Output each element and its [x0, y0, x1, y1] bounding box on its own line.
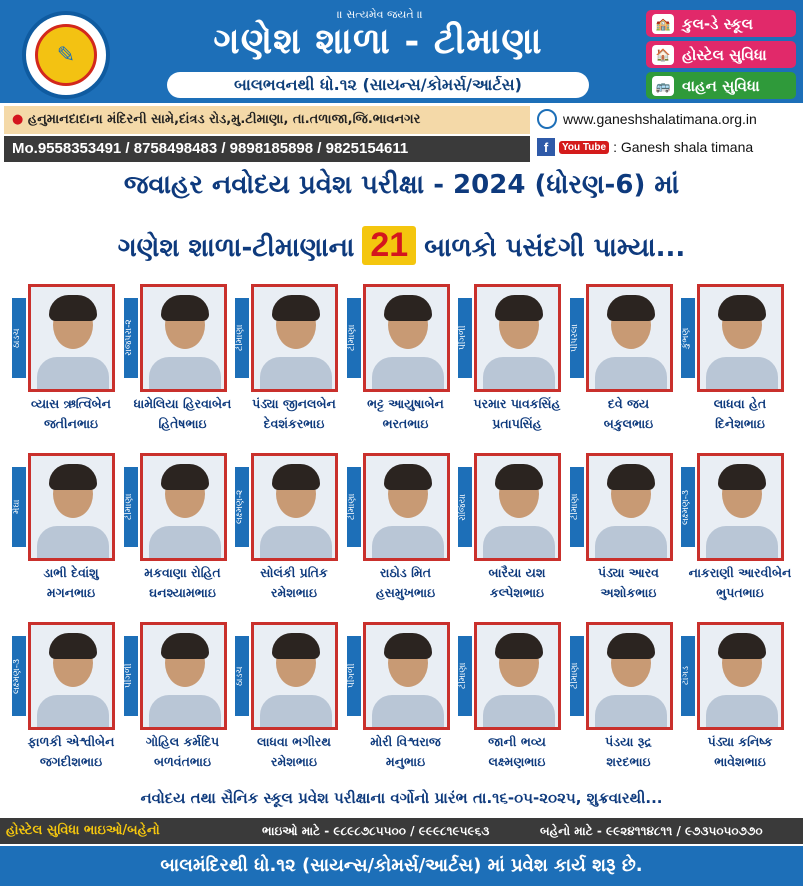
student-name: મોરી વિશ્વરાજ — [370, 734, 441, 749]
girls-contact: બહેનો માટે - ૯૯૨૪૧૧૪૮૧૧ / ૯૭૩૫૦૫૦૭૭૦ — [540, 824, 763, 838]
father-name: હિતેષભાઇ — [158, 416, 207, 431]
student-card — [345, 616, 457, 776]
student-photo — [140, 453, 227, 561]
student-photo — [363, 622, 450, 730]
student-card — [679, 616, 791, 776]
student-card — [679, 447, 791, 607]
student-photo — [140, 622, 227, 730]
student-name: મકવાણા રોહિત — [144, 565, 221, 580]
village-tag: ટાંગડ — [681, 636, 695, 716]
student-card — [679, 278, 791, 438]
student-photo — [474, 622, 561, 730]
student-card — [122, 616, 234, 776]
student-photo — [697, 453, 784, 561]
father-name: મનુભાઇ — [385, 754, 426, 769]
youtube-icon[interactable]: You Tube — [559, 141, 609, 154]
student-card — [10, 278, 122, 438]
village-tag: ટીમાણા — [570, 636, 584, 716]
student-photo — [28, 453, 115, 561]
hostel-label: હોસ્ટેલ સુવિધા ભાઇઓ/બહેનો — [6, 823, 160, 838]
village-tag: ટીમાણા — [124, 467, 138, 547]
admission-footer: બાલમંદિરથી ધો.૧૨ (સાયન્સ/કોમર્સ/આર્ટસ) માં પ્રવેશ કાર્ય શરૂ છે. — [0, 846, 803, 886]
student-name: નાકરાણી આરવીબેન — [688, 565, 792, 580]
student-photo — [251, 284, 338, 392]
student-name: બારૈયા યશ — [488, 565, 546, 580]
class-announcement: નવોદય તથા સૈનિક સ્કૂલ પ્રવેશ પરીક્ષાના વર્ગોનો પ્રારંભ તા.૧૬-૦૫-૨૦૨૫, શુક્રવારથી... — [140, 789, 663, 807]
student-name: ફાળકી એશ્વીબેન — [27, 734, 115, 749]
student-card — [122, 447, 234, 607]
village-tag: ટીમાણા — [458, 636, 472, 716]
student-photo — [28, 622, 115, 730]
father-name: ભરતભાઇ — [382, 416, 429, 431]
student-name: પંડ્યા આરવ — [598, 565, 659, 580]
student-photo — [140, 284, 227, 392]
village-tag: કુંભણ — [681, 298, 695, 378]
student-name: રાઠોડ મિત — [379, 565, 432, 580]
village-tag: ઠાડચ — [12, 298, 26, 378]
student-card — [233, 447, 345, 607]
student-name: ડાભી દેવાંશુ — [43, 565, 99, 580]
village-tag: રાજપરા-૨ — [124, 298, 138, 378]
father-name: કલ્પેશભાઇ — [489, 585, 545, 600]
globe-icon — [537, 109, 557, 129]
student-photo — [363, 284, 450, 392]
student-card — [345, 278, 457, 438]
student-card — [122, 278, 234, 438]
student-card — [456, 447, 568, 607]
school-subtitle: બાલભવનથી ધો.૧૨ (સાયન્સ/કોમર્સ/આર્ટસ) — [167, 72, 589, 98]
student-photo — [251, 453, 338, 561]
headline-line1: જવાહર નવોદય પ્રવેશ પરીક્ષા - 2024 (ધોરણ-6) માં — [123, 170, 680, 200]
website-link[interactable]: www.ganeshshalatimana.org.in — [563, 111, 757, 127]
father-name: પ્રતાપસિંહ — [492, 416, 542, 431]
student-card — [233, 278, 345, 438]
selected-count: 21 — [362, 226, 416, 265]
student-name: પંડ્યા કનિષ્ક — [707, 734, 773, 749]
father-name: ઘનશ્યામભાઇ — [149, 585, 216, 600]
student-card — [568, 278, 680, 438]
village-tag: ટીમાણા — [570, 467, 584, 547]
father-name: જગદીશભાઇ — [39, 754, 103, 769]
student-photo — [251, 622, 338, 730]
village-tag: લક્ષ્મણ-૩ — [681, 467, 695, 547]
motto: ॥ સત્યમેવ જયતે ॥ — [337, 8, 423, 21]
youtube-channel[interactable]: : Ganesh shala timana — [613, 139, 754, 155]
location-pin-icon: ● — [12, 112, 28, 127]
mobile-numbers: Mo.9558353491 / 8758498483 / 9898185898 / 9825154611 — [4, 136, 530, 162]
student-name: પંડ્યા જીનલબેન — [252, 396, 336, 411]
day-school-badge: 🏫 કુલ-ડે સ્કૂલ — [646, 10, 796, 37]
facebook-icon[interactable]: f — [537, 138, 555, 156]
father-name: અશોકભાઇ — [600, 585, 657, 600]
student-name: લાધવા ભગીરથ — [257, 734, 331, 749]
village-tag: ટીમાણા — [347, 467, 361, 547]
student-photo — [28, 284, 115, 392]
village-tag: ઠાડચ — [235, 636, 249, 716]
hostel-badge: 🏠 હોસ્ટેલ સુવિધા — [646, 41, 796, 68]
village-tag: મેઘા — [12, 467, 26, 547]
father-name: બકુલભાઇ — [603, 416, 654, 431]
student-card — [568, 616, 680, 776]
student-card — [10, 447, 122, 607]
father-name: શરદભાઇ — [606, 754, 651, 769]
student-photo — [474, 453, 561, 561]
village-tag: પીંગળી — [347, 636, 361, 716]
father-name: દિનેશભાઇ — [715, 416, 765, 431]
student-name: પરમાર પાવકસિંહ — [473, 396, 561, 411]
student-name: જાની ભવ્ય — [488, 734, 546, 749]
student-name: ધામેલિયા હિરવાબેન — [133, 396, 232, 411]
student-card — [233, 616, 345, 776]
student-name: વ્યાસ ઋત્વિબેન — [31, 396, 111, 411]
father-name: મગનભાઇ — [46, 585, 96, 600]
student-card — [456, 616, 568, 776]
student-photo — [586, 622, 673, 730]
village-tag: રોજિયા — [458, 467, 472, 547]
student-photo — [697, 622, 784, 730]
transport-badge: 🚌 વાહન સુવિધા — [646, 72, 796, 99]
student-name: ગોહિલ કર્મદિપ — [145, 734, 220, 749]
student-name: લાધવા હેત — [713, 396, 767, 411]
social-line — [537, 134, 799, 160]
village-tag: પીપરલા — [570, 298, 584, 378]
village-tag: લક્ષ્મણ-૩ — [12, 636, 26, 716]
school-name: ગણેશ શાળા - ટીમાણા — [213, 20, 543, 62]
father-name: હસમુખભાઇ — [375, 585, 436, 600]
father-name: ભુપતભાઇ — [716, 585, 764, 600]
student-photo — [363, 453, 450, 561]
building-icon: 🏠 — [652, 45, 674, 65]
village-tag: પીંગળી — [458, 298, 472, 378]
student-card — [456, 278, 568, 438]
village-tag: ટીમાણા — [235, 298, 249, 378]
logo-emblem-icon: ✎ — [35, 24, 97, 86]
student-name: પંડયા રૂદ્ર — [605, 734, 652, 749]
boys-contact: ભાઇઓ માટે - ૯૮૯૮૭૮૫૫૦૦ / ૯૯૯૮૧૯૫૯૬૩ — [262, 824, 490, 838]
student-name: સોલંકી પ્રતિક — [260, 565, 328, 580]
student-name: દવે જય — [607, 396, 650, 411]
father-name: લક્ષ્મણભાઇ — [488, 754, 546, 769]
student-card — [10, 616, 122, 776]
address-bar: ● હનુમાનદાદાના મંદિરની સામે,દાંત્રડ રોડ,મુ.ટીમાણા, તા.તળાજા,જિ.ભાવનગર — [4, 106, 530, 134]
father-name: બળવંતભાઇ — [154, 754, 211, 769]
student-photo — [586, 284, 673, 392]
village-tag: પીંગળી — [124, 636, 138, 716]
student-photo — [474, 284, 561, 392]
website-line — [537, 106, 799, 132]
father-name: રમેશભાઇ — [270, 585, 318, 600]
student-card — [345, 447, 457, 607]
school-icon: 🏫 — [652, 14, 674, 34]
village-tag: લક્ષ્મણ-૨ — [235, 467, 249, 547]
village-tag: ટીમાણા — [347, 298, 361, 378]
student-name: ભટ્ટ આયુષાબેન — [367, 396, 444, 411]
student-card — [568, 447, 680, 607]
headline-line2: ગણેશ શાળા-ટીમાણાના 21 બાળકો પસંદગી પામ્યા... — [117, 226, 686, 264]
student-photo — [697, 284, 784, 392]
hostel-contact-bar — [0, 818, 803, 844]
student-photo — [586, 453, 673, 561]
father-name: ભાવેશભાઇ — [714, 754, 766, 769]
father-name: રમેશભાઇ — [270, 754, 318, 769]
header-banner — [0, 0, 803, 103]
father-name: દેવશંકરભાઇ — [263, 416, 325, 431]
school-logo — [22, 11, 110, 99]
bus-icon: 🚌 — [652, 76, 674, 96]
father-name: જતીનભાઇ — [43, 416, 99, 431]
